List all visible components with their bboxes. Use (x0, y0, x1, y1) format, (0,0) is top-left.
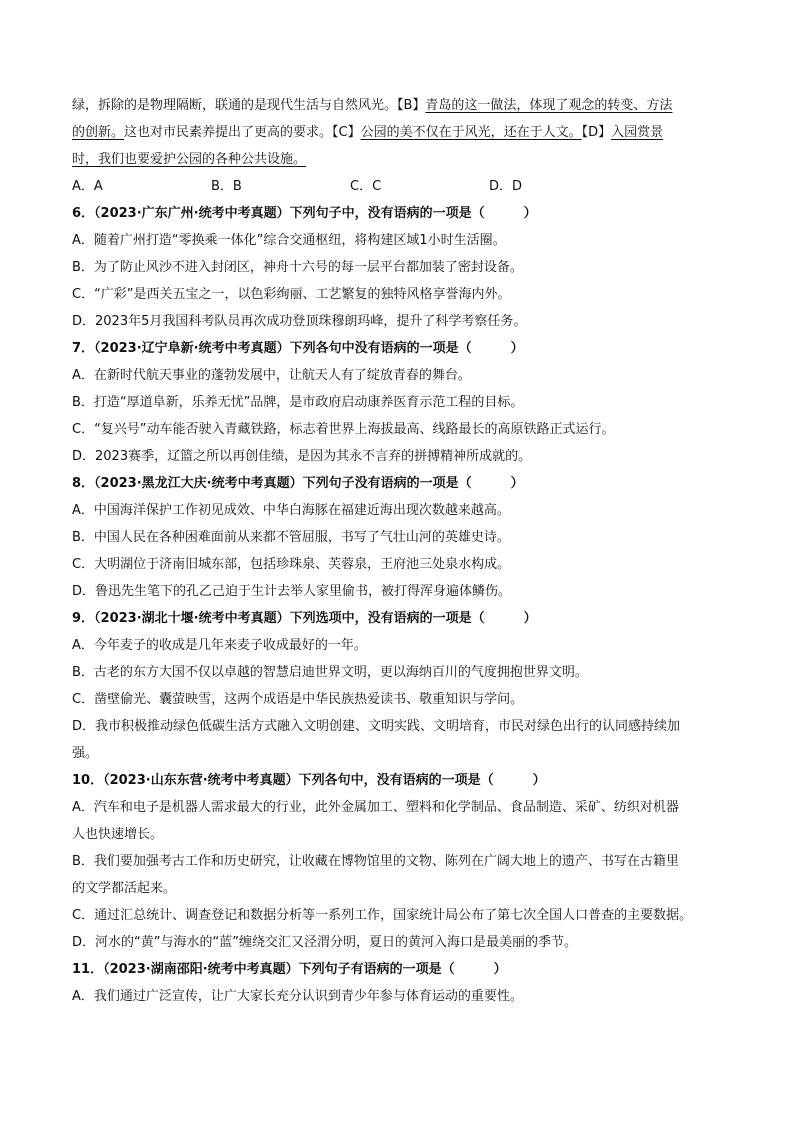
question-7-heading: 7．（2023·辽宁阜新·统考中考真题）下列各句中没有语病的一项是（ ） (72, 341, 524, 356)
document-body (72, 92, 724, 1010)
question-10-option-b-cont: 的文学都活起来。 (72, 881, 177, 896)
question-7-option-a: A．在新时代航天事业的蓬勃发展中，让航天人有了绽放青春的舞台。 (72, 368, 471, 383)
answer-choices (72, 173, 724, 200)
question-11-option-a: A．我们通过广泛宣传，让广大家长充分认识到青少年参与体育运动的重要性。 (72, 989, 523, 1004)
intro-text: 这也对市民素养提出了更高的要求。【C】 (124, 125, 361, 140)
question-7-option-d: D．2023赛季，辽篮之所以再创佳绩，是因为其永不言弃的拼搏精神所成就的。 (72, 449, 532, 464)
question-6-option-c: C．“广彩”是西关五宝之一，以色彩绚丽、工艺繁复的独特风格享誉海内外。 (72, 287, 511, 302)
question-7-option-b: B．打造“厚道阜新，乐养无忧”品牌，是市政府启动康养医育示范工程的目标。 (72, 395, 524, 410)
question-7-option-c: C．“复兴号”动车能否驶入青藏铁路，标志着世界上海拔最高、线路最长的高原铁路正式运行。 (72, 422, 615, 437)
question-10-option-d: D．河水的“黄”与海水的“蓝”缠绕交汇又泾渭分明，夏日的黄河入海口是最美丽的季节。 (72, 935, 577, 950)
question-9-option-a: A．今年麦子的收成是几年来麦子收成最好的一年。 (72, 638, 367, 653)
intro-line-1 (72, 92, 724, 119)
underlined-text: 入园赏景 (611, 125, 664, 140)
intro-line-3 (72, 146, 724, 173)
question-9-option-c: C．凿壁偷光、囊萤映雪，这两个成语是中华民族热爱读书、敬重知识与学问。 (72, 692, 524, 707)
choice-a: A．A (72, 179, 103, 194)
intro-text: 【D】 (581, 125, 612, 140)
choice-c: C．C (350, 179, 382, 194)
question-8-heading: 8．（2023·黑龙江大庆·统考中考真题）下列句子没有语病的一项是（ ） (72, 476, 524, 491)
question-9-option-b: B．古老的东方大国不仅以卓越的智慧启迪世界文明，更以海纳百川的气度拥抱世界文明。 (72, 665, 588, 680)
question-8-option-a: A．中国海洋保护工作初见成效、中华白海豚在福建近海出现次数越来越高。 (72, 503, 510, 518)
underlined-text: 青岛的这一做法，体现了观念的转变、方法 (425, 98, 673, 113)
question-6-option-b: B．为了防止风沙不进入封闭区，神舟十六号的每一层平台都加装了密封设备。 (72, 260, 523, 275)
question-10-option-a-cont: 人也快速增长。 (72, 827, 164, 842)
question-8-option-d: D．鲁迅先生笔下的孔乙己迫于生计去举人家里偷书，被打得浑身遍体鳞伤。 (72, 584, 512, 599)
choice-d: D．D (489, 179, 523, 194)
question-9-option-d-cont: 强。 (72, 746, 99, 761)
question-10-option-b: B．我们要加强考古工作和历史研究，让收藏在博物馆里的文物、陈列在广阔大地上的遗产、书写在古籍里 (72, 854, 679, 869)
question-10-heading: 10．（2023·山东东营·统考中考真题）下列各句中，没有语病的一项是（ ） (72, 773, 546, 788)
choice-b: B．B (211, 179, 242, 194)
question-6-option-a: A．随着广州打造“零换乘一体化”综合交通枢纽，将构建区域1小时生活圈。 (72, 233, 506, 248)
question-10-option-a: A．汽车和电子是机器人需求最大的行业，此外金属加工、塑料和化学制品、食品制造、采矿、纺织对机器 (72, 800, 679, 815)
question-6-heading: 6．（2023·广东广州·统考中考真题）下列句子中，没有语病的一项是（ ） (72, 206, 537, 221)
question-9-heading: 9．（2023·湖北十堰·统考中考真题）下列选项中，没有语病的一项是（ ） (72, 611, 537, 626)
question-8-option-c: C．大明湖位于济南旧城东部，包括珍珠泉、芙蓉泉，王府池三处泉水构成。 (72, 557, 511, 572)
intro-line-2 (72, 119, 724, 146)
question-8-option-b: B．中国人民在各种困难面前从来都不管屈服，书写了气壮山河的英雄史诗。 (72, 530, 510, 545)
underlined-text: 时，我们也要爱护公园的各种公共设施。 (72, 152, 307, 167)
question-10-option-c: C．通过汇总统计、调查登记和数据分析等一系列工作，国家统计局公布了第七次全国人口普查的主要数据。 (72, 908, 693, 923)
question-11-heading: 11．（2023·湖南邵阳·统考中考真题）下列句子有语病的一项是（ ） (72, 962, 507, 977)
question-6-option-d: D．2023年5月我国科考队员再次成功登顶珠穆朗玛峰，提升了科学考察任务。 (72, 314, 527, 329)
underlined-text: 的创新。 (72, 125, 125, 140)
underlined-text: 公园的美不仅在于风光，还在于人文。 (360, 125, 582, 140)
intro-text: 绿，拆除的是物理隔断，联通的是现代生活与自然风光。【B】 (72, 98, 426, 113)
question-9-option-d: D．我市积极推动绿色低碳生活方式融入文明创建、文明实践、文明培育，市民对绿色出行的认同感持续加 (72, 719, 681, 734)
